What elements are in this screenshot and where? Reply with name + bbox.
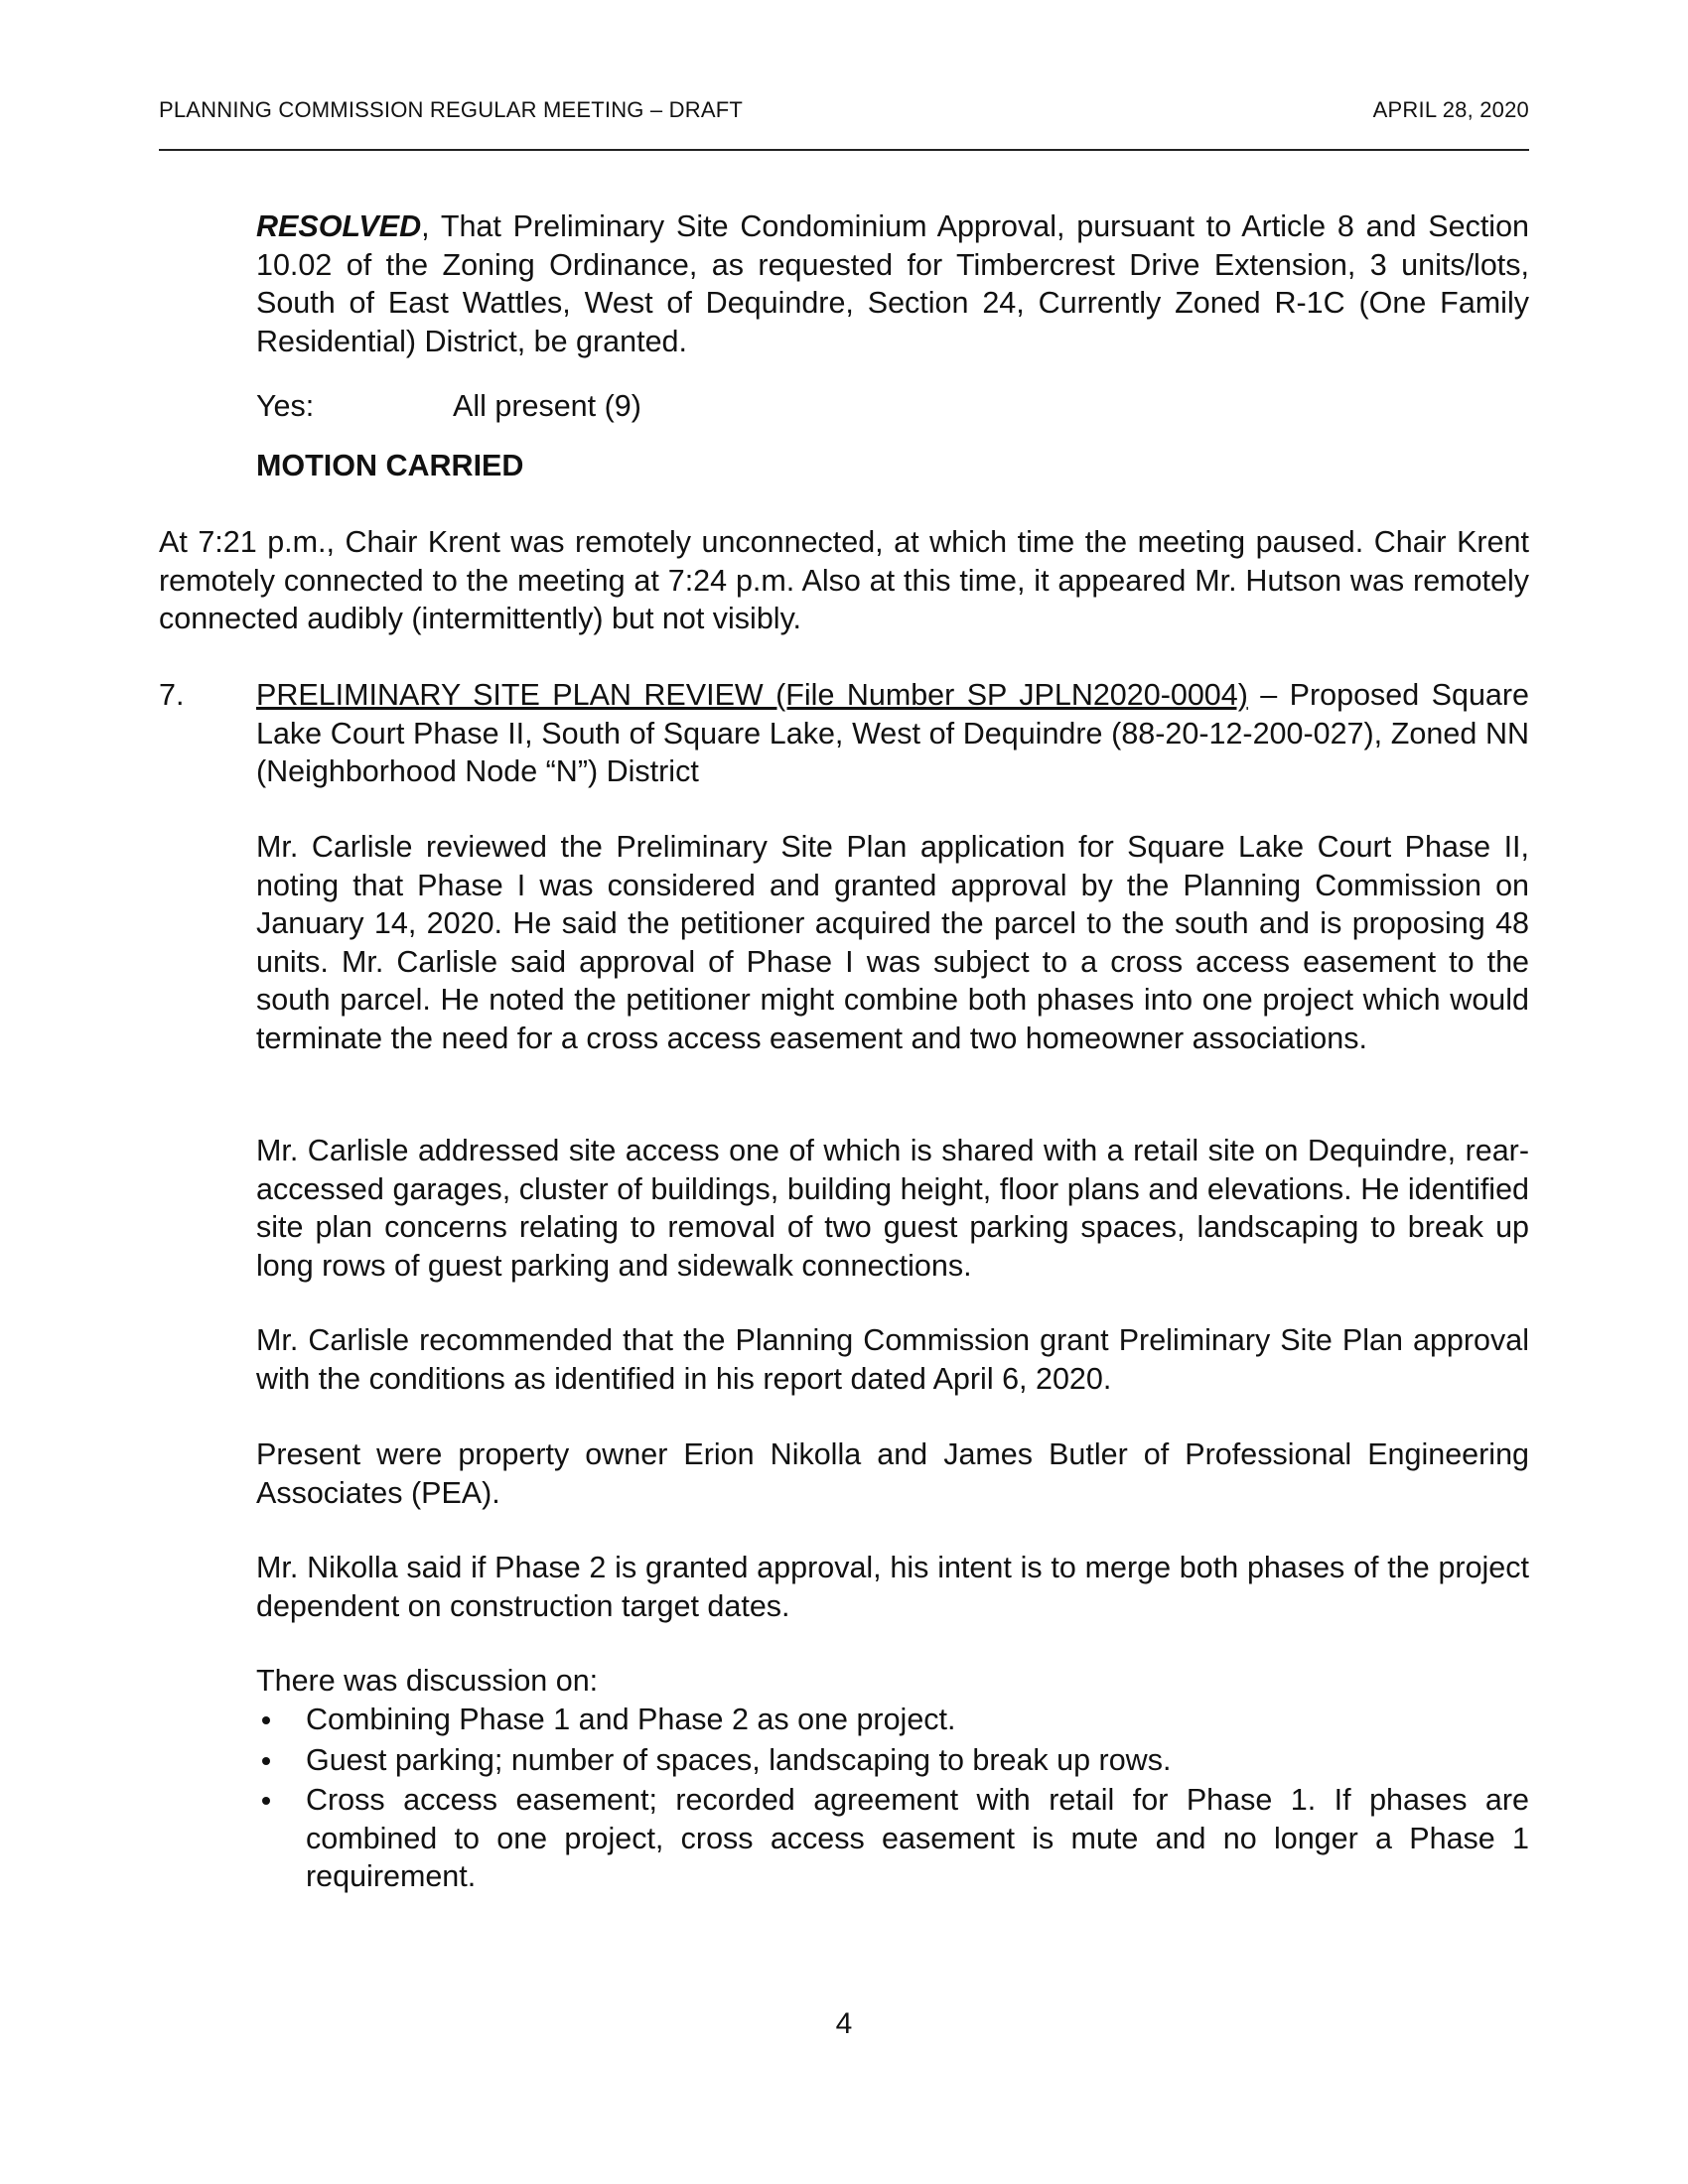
header-divider: [159, 149, 1529, 151]
resolution-text: , That Preliminary Site Condominium Approval, pursuant to Article 8 and Section 10.02 of the Zoning Ordinance, as requested for Timbercrest Drive Extension, 3 units/lots, South of East Wattles, West of Dequindre, Section 24, Currently Zoned R-1C (One Family Residential) District, be granted.: [256, 209, 1529, 358]
header-date: APRIL 28, 2020: [1372, 97, 1529, 122]
paragraph-recommendation: Mr. Carlisle recommended that the Planning Commission grant Preliminary Site Plan approval with the conditions as identified in his report dated April 6, 2020.: [256, 1323, 1529, 1396]
motion-status: MOTION CARRIED: [256, 449, 524, 482]
resolution-lead: RESOLVED: [256, 209, 422, 243]
header-title: PLANNING COMMISSION REGULAR MEETING – DRAFT: [159, 97, 744, 122]
item-title: PRELIMINARY SITE PLAN REVIEW (File Number SP JPLN2020-0004): [256, 678, 1248, 712]
bullet-icon: [262, 1757, 270, 1765]
item-heading: [256, 676, 1529, 791]
bullet-icon: [262, 1716, 270, 1724]
paragraph-site-access: Mr. Carlisle addressed site access one of which is shared with a retail site on Dequindre, rear-accessed garages, cluster of buildings, building height, floor plans and elevations. He identified site plan concerns relating to removal of two guest parking spaces, landscaping to break up long rows of guest parking and sidewalk connections.: [256, 1134, 1529, 1283]
list-item-text: Combining Phase 1 and Phase 2 as one project.: [306, 1703, 956, 1736]
item-number: 7.: [159, 678, 185, 712]
bullet-icon: [262, 1797, 270, 1805]
list-item-text: Guest parking; number of spaces, landscaping to break up rows.: [306, 1742, 1172, 1777]
list-item: [256, 1701, 1529, 1739]
discussion-list: [256, 1701, 1529, 1898]
resolution-paragraph: [256, 207, 1529, 360]
paragraph-present: Present were property owner Erion Nikolla and James Butler of Professional Engineering Associates (PEA).: [256, 1437, 1529, 1510]
item-description: – Proposed Square Lake Court Phase II, South of Square Lake, West of Dequindre (88-20-12-200-027), Zoned NN (Neighborhood Node “N”) District: [256, 678, 1529, 788]
list-item: [256, 1781, 1529, 1896]
vote-value: All present (9): [453, 389, 641, 423]
page-number: 4: [835, 2007, 853, 2040]
list-item-text: Cross access easement; recorded agreement with retail for Phase 1. If phases are combined to one project, cross access easement is mute and no longer a Phase 1 requirement.: [306, 1783, 1529, 1893]
connection-note: At 7:21 p.m., Chair Krent was remotely unconnected, at which time the meeting paused. Chair Krent remotely connected to the meeting at 7:24 p.m. Also at this time, it appeared Mr. Hutson was remotely connected audibly (intermittently) but not visibly.: [159, 525, 1529, 635]
paragraph-discussion-intro: There was discussion on:: [256, 1664, 599, 1698]
paragraph-review: Mr. Carlisle reviewed the Preliminary Site Plan application for Square Lake Court Phase II, noting that Phase I was considered and granted approval by the Planning Commission on January 14, 2020. He said the petitioner acquired the parcel to the south and is proposing 48 units. Mr. Carlisle said approval of Phase I was subject to a cross access easement to the south parcel. He noted the petitioner might combine both phases into one project which would terminate the need for a cross access easement and two homeowner associations.: [256, 830, 1529, 1055]
paragraph-nikolla: Mr. Nikolla said if Phase 2 is granted approval, his intent is to merge both phases of the project dependent on construction target dates.: [256, 1551, 1529, 1623]
vote-label: Yes:: [256, 389, 315, 423]
list-item: [256, 1741, 1529, 1780]
